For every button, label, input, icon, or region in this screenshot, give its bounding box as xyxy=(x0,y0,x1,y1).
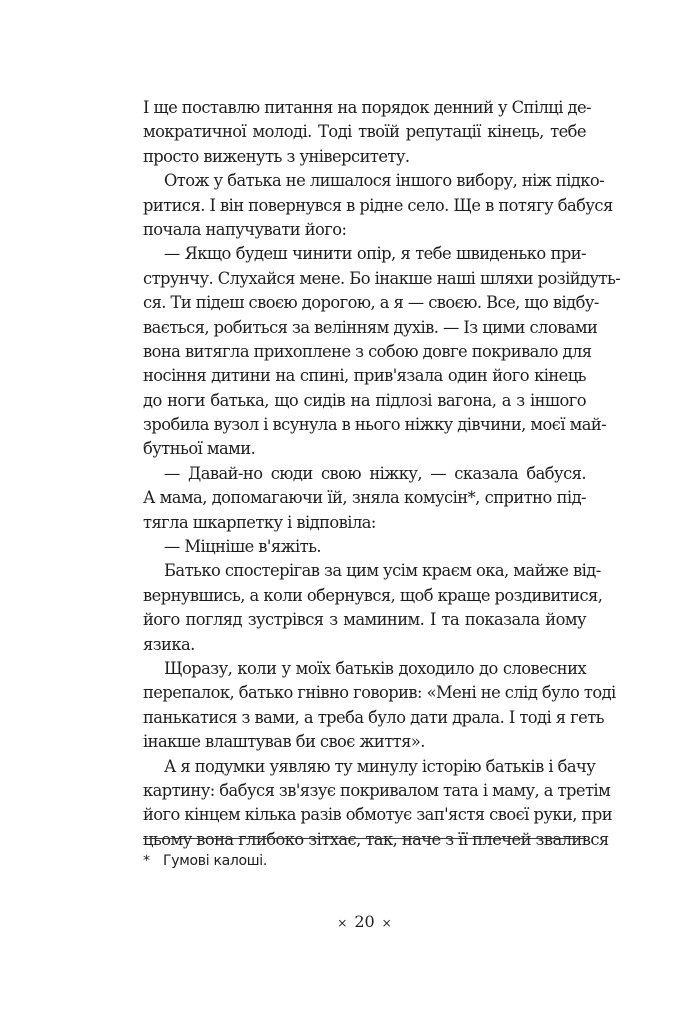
text-line: Батько спостерігав за цим усім краєм ока, майже від- xyxy=(164,561,601,581)
text-line: ся. Ти підеш своєю дорогою, а я — своєю. Все, що відбу- xyxy=(143,293,599,313)
folio-ornament-right: × xyxy=(381,916,392,930)
folio-ornament-left: × xyxy=(337,916,348,930)
footnote xyxy=(143,852,586,870)
text-line: вернувшись, а коли обернувся, щоб краще роздивитися, xyxy=(143,585,603,605)
text-line: бутньої мами. xyxy=(143,439,256,459)
footnote-text: Гумові калоші. xyxy=(163,853,268,869)
text-line: перепалок, батько гнівно говорив: «Мені не слід було тоді xyxy=(143,683,616,703)
footnote-divider xyxy=(143,838,586,839)
text-line: — Міцніше в'яжіть. xyxy=(164,537,322,557)
footnote-mark: * xyxy=(143,853,150,869)
body-text xyxy=(143,96,621,852)
book-page xyxy=(143,96,621,996)
text-line: А я подумки уявляю ту минулу історію батьків і бачу xyxy=(164,756,596,776)
text-line: Отож у батька не лишалося іншого вибору, ніж підко- xyxy=(164,171,605,191)
text-line: струнчу. Слухайся мене. Бо інакше наші шляхи розійдуть- xyxy=(143,268,621,288)
text-line: почала напучувати його: xyxy=(143,219,347,239)
text-line: тягла шкарпетку і відповіла: xyxy=(143,512,376,532)
text-line: просто виженуть з університету. xyxy=(143,146,410,166)
text-line: вона витягла прихоплене з собою довге покривало для xyxy=(143,341,592,361)
page-number: 20 xyxy=(354,912,375,931)
text-line: зробила вузол і всунула в нього ніжку дівчини, моєї май- xyxy=(143,415,607,435)
text-line: носіння дитини на спині, прив'язала один його кінець xyxy=(143,366,586,386)
text-line: панькатися з вами, а треба було дати драла. І тоді я геть xyxy=(143,707,604,727)
text-line: до ноги батька, що сидів на підлозі вагона, а з іншого xyxy=(143,390,586,410)
text-line: його кінцем кілька разів обмотує зап'ястя своєї руки, при xyxy=(143,805,612,825)
text-line: цьому вона глибоко зітхає, так, наче з її плечей звалився xyxy=(143,829,609,849)
text-line: — Давай-но сюди свою ніжку, — сказала бабуся. xyxy=(164,463,586,483)
text-line: І ще поставлю питання на порядок денний у Спілці де- xyxy=(143,98,591,117)
text-line: його погляд зустрівся з маминим. І та показала йому xyxy=(143,610,586,630)
text-line: мократичної молоді. Тоді твоїй репутації кінець, тебе xyxy=(143,122,586,142)
text-line: язика. xyxy=(143,634,195,654)
page-number-footer xyxy=(143,911,586,934)
text-line: — Якщо будеш чинити опір, я тебе швиденько при- xyxy=(164,244,586,264)
text-line: ритися. І він повернувся в рідне село. Ще в потягу бабуся xyxy=(143,195,613,215)
text-line: А мама, допомагаючи їй, зняла комусін*, спритно під- xyxy=(143,488,586,508)
text-line: інакше влаштував би своє життя». xyxy=(143,732,425,752)
text-line: картину: бабуся зв'язує покривалом тата і маму, а третім xyxy=(143,780,611,800)
text-line: вається, робиться за велінням духів. — Із цими словами xyxy=(143,317,598,337)
text-line: Щоразу, коли у моїх батьків доходило до словесних xyxy=(164,658,586,678)
